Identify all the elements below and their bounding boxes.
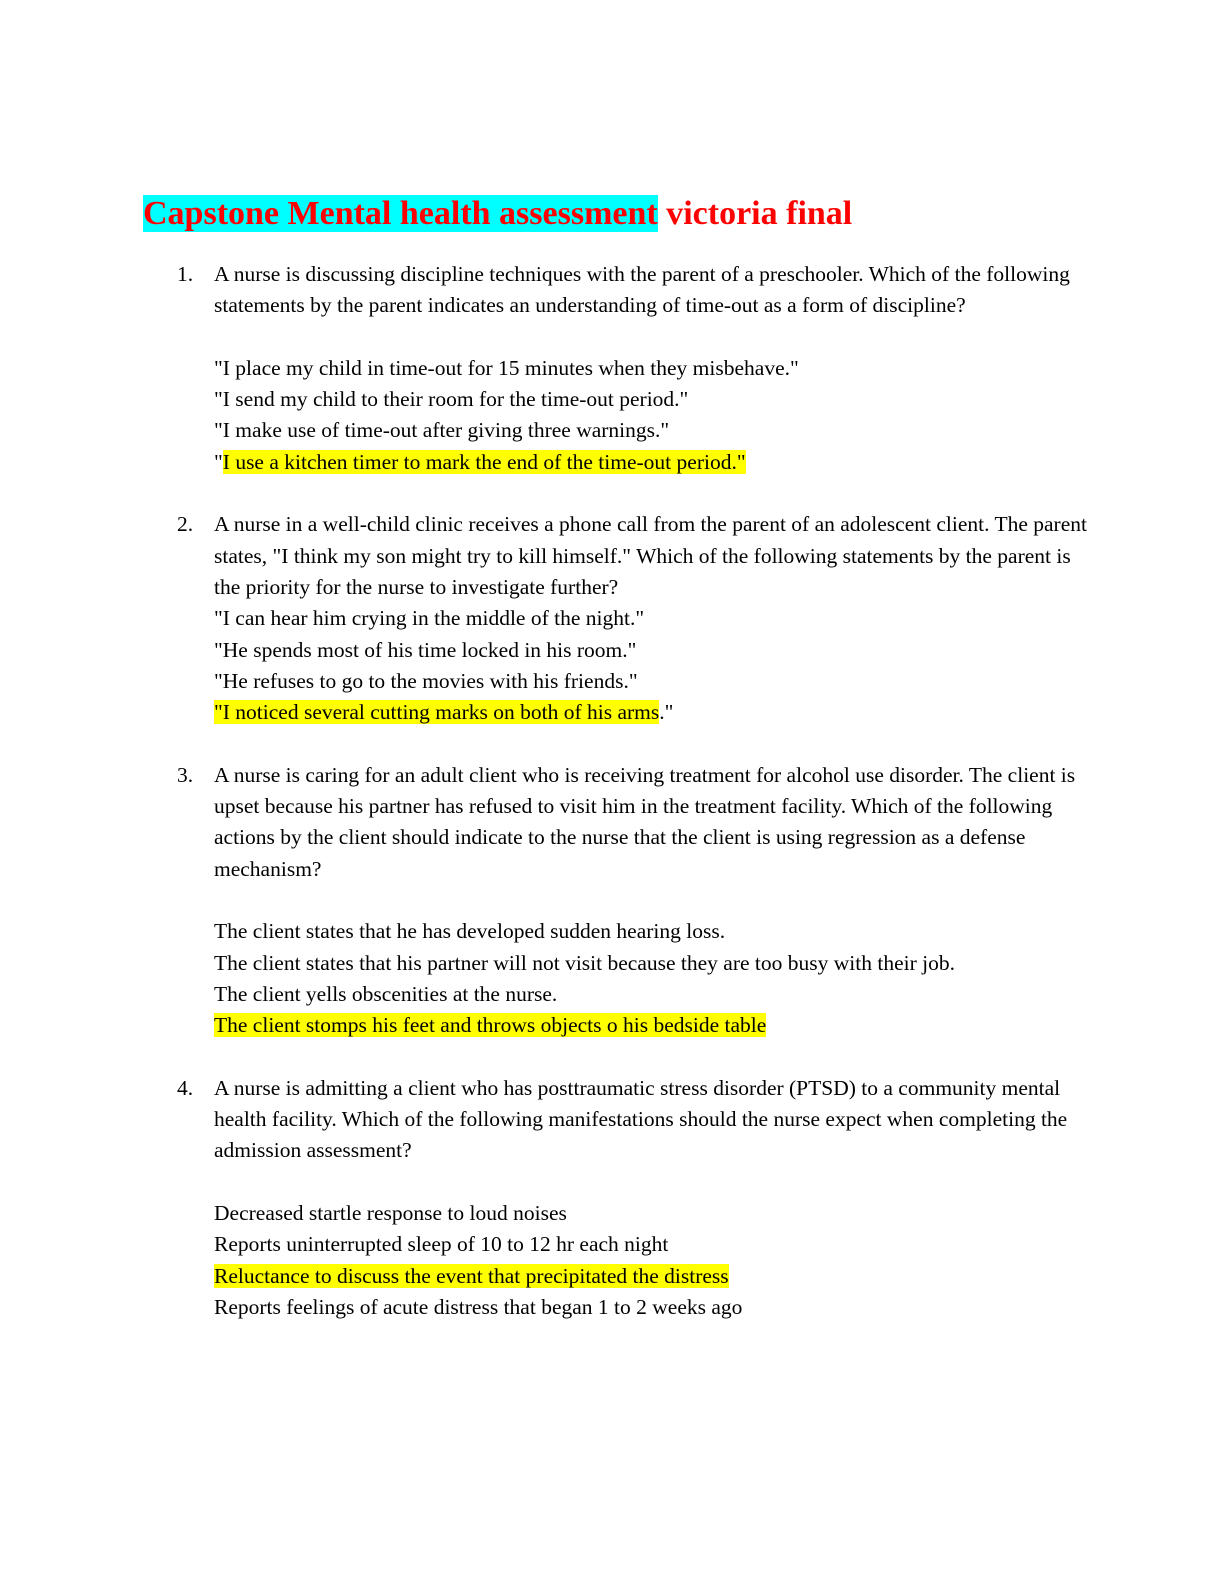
question-stem: A nurse is admitting a client who has posttraumatic stress disorder (PTSD) to a community mental health facility. Which of the following manifestations should the nurse expect when completing the admission assessment? [214, 1075, 1068, 1163]
question-list [177, 259, 1094, 1354]
answer-option: The client states that he has developed sudden hearing loss. [214, 919, 726, 944]
question-stem: A nurse in a well-child clinic receives a phone call from the parent of an adolescent client. The parent states, "I think my son might try to kill himself." Which of the following statements by the parent is the priority for the nurse to investigate further? [214, 512, 1087, 599]
highlighted-answer: Reluctance to discuss the event that precipitated the distress [214, 1263, 729, 1288]
spacer [214, 885, 1094, 916]
answer-option: Reports feelings of acute distress that began 1 to 2 weeks ago [214, 1294, 743, 1319]
answer-option: The client states that his partner will not visit because they are too busy with their job. [214, 950, 955, 975]
title-rest: victoria final [657, 195, 853, 232]
question-stem: A nurse is caring for an adult client who is receiving treatment for alcohol use disorder. The client is upset because his partner has refused to visit him in the treatment facility. Which of the following actions by the client should indicate to the nurse that the client is using regression as a defense mechanism? [214, 762, 1076, 881]
answer-option: "I make use of time-out after giving three warnings." [214, 418, 670, 443]
question-1 [177, 259, 1094, 478]
answer-option: Decreased startle response to loud noises [214, 1200, 567, 1225]
answer-option: "I send my child to their room for the time-out period." [214, 387, 689, 412]
answer-option: The client yells obscenities at the nurse. [214, 981, 558, 1006]
answer-option: "He spends most of his time locked in his room." [214, 637, 637, 662]
question-4 [177, 1073, 1094, 1323]
correct-answer-option [214, 447, 1094, 478]
highlighted-answer: The client stomps his feet and throws objects o his bedside table [214, 1013, 767, 1038]
highlighted-answer: "I noticed several cutting marks on both of his arms [214, 700, 660, 725]
spacer [214, 1167, 1094, 1198]
answer-option: Reports uninterrupted sleep of 10 to 12 hr each night [214, 1232, 669, 1257]
question-3 [177, 760, 1094, 1042]
highlighted-answer: I use a kitchen timer to mark the end of the time-out period." [222, 449, 746, 474]
correct-answer-option [214, 1261, 1094, 1292]
correct-answer-option [214, 697, 1094, 728]
question-number: 4. [177, 1075, 194, 1100]
document-title [143, 193, 852, 235]
question-number: 2. [177, 512, 194, 537]
spacer [214, 322, 1094, 353]
answer-suffix: ." [659, 700, 674, 725]
question-2 [177, 509, 1094, 728]
answer-option: "I can hear him crying in the middle of the night." [214, 606, 645, 631]
correct-answer-option [214, 1010, 1094, 1041]
question-number: 1. [177, 262, 194, 286]
title-highlighted-part: Capstone Mental health assessment [143, 195, 658, 232]
question-stem: A nurse is discussing discipline techniques with the parent of a preschooler. Which of the following statements by the parent indicates an understanding of time-out as a form of discipline? [214, 262, 1070, 318]
question-number: 3. [177, 762, 194, 787]
answer-option: "I place my child in time-out for 15 minutes when they misbehave." [214, 355, 799, 380]
answer-prefix: " [214, 449, 223, 474]
answer-option: "He refuses to go to the movies with his friends." [214, 668, 638, 693]
